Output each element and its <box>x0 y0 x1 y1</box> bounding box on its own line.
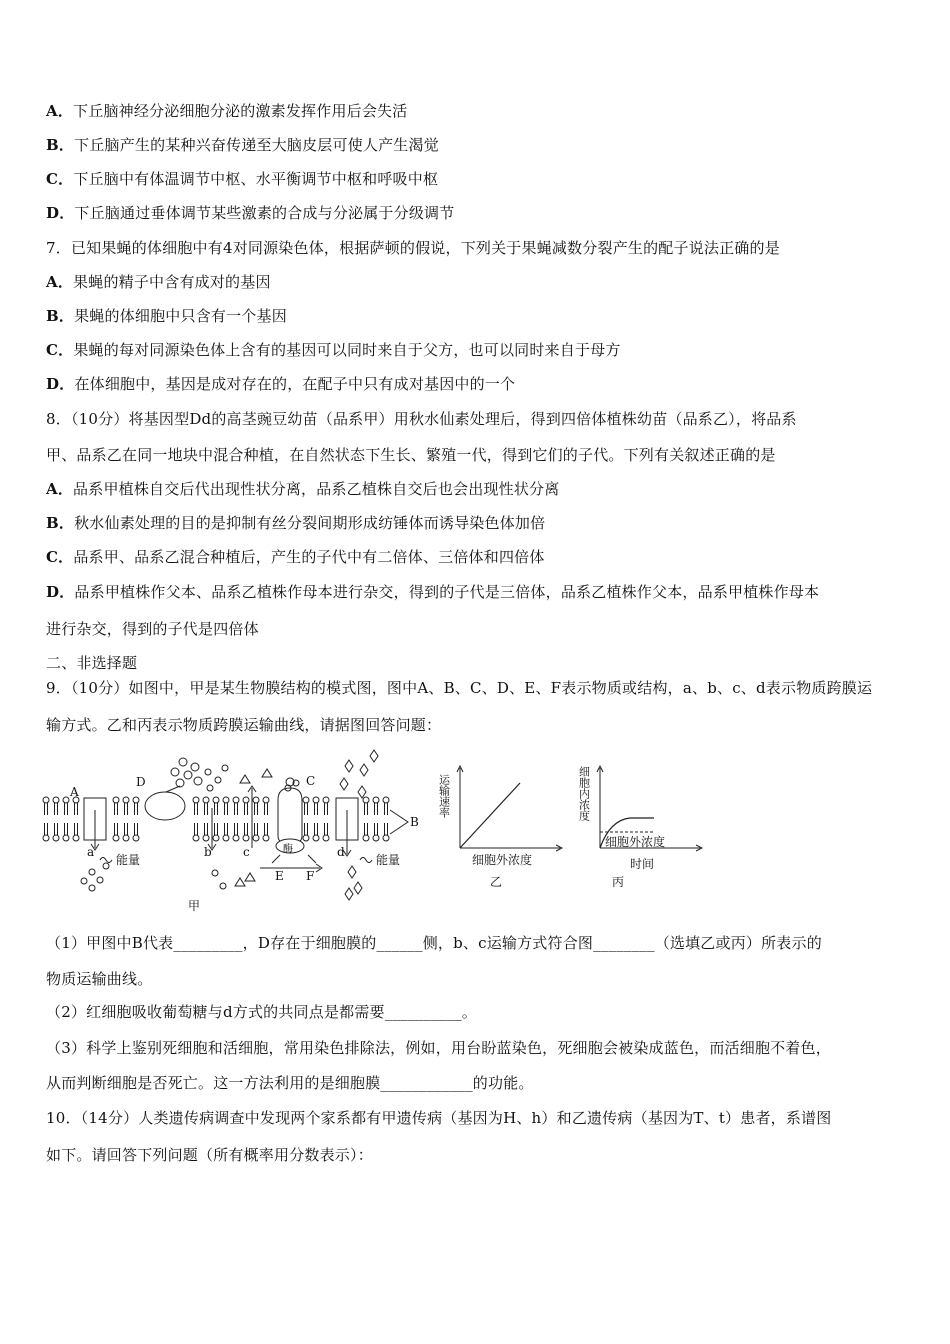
lipid-tail <box>55 803 58 815</box>
q9-stem-line1: 9．（10分）如图中，甲是某生物膜结构的模式图，图中A、B、C、D、E、F表示物质或结构，a、b、c、d表示物质跨膜运 <box>46 679 873 697</box>
q9-figure <box>40 748 720 918</box>
label-c: c <box>243 845 250 859</box>
caption-jia: 甲 <box>188 899 201 913</box>
lipid-head <box>313 797 319 803</box>
lipid-head <box>243 835 249 841</box>
lipid-tail <box>215 823 218 835</box>
lipid-head <box>323 835 329 841</box>
lipid-head <box>313 835 319 841</box>
q8-stem-line1: 8．（10分）将基因型Dd的高茎豌豆幼苗（品系甲）用秋水仙素处理后，得到四倍体植株幼苗（品系乙），将品系 <box>46 410 797 428</box>
q9-sub3-line1: （3）科学上鉴别死细胞和活细胞，常用染色排除法，例如，用台盼蓝染色，死细胞会被染成蓝色，而活细胞不着色， <box>46 1039 831 1057</box>
section-title: 二、非选择题 <box>46 654 138 672</box>
lipid-tail <box>115 823 118 835</box>
yi-ylabel: 运输速率 <box>437 774 451 818</box>
lipid-tail <box>305 803 308 815</box>
lipid-head <box>303 835 309 841</box>
q6-option-a: A．下丘脑神经分泌细胞分泌的激素发挥作用后会失活 <box>46 102 408 120</box>
lipid-head <box>253 797 259 803</box>
label-energy-right: 能量 <box>376 853 401 867</box>
bing-ylabel: 细胞内浓度 <box>577 766 591 821</box>
lipid-tail <box>315 803 318 815</box>
lipid-tail <box>125 803 128 815</box>
lipid-tail <box>265 823 268 835</box>
lipid-head <box>373 797 379 803</box>
lipid-head <box>113 797 119 803</box>
bing-curve-label: 细胞外浓度 <box>605 835 666 849</box>
lipid-tail <box>235 823 238 835</box>
lipid-tail <box>245 823 248 835</box>
lipid-head <box>63 835 69 841</box>
q10-stem-line2: 如下。请回答下列问题（所有概率用分数表示）： <box>46 1146 373 1164</box>
q8-option-a: A．品系甲植株自交后代出现性状分离，品系乙植株自交后也会出现性状分离 <box>46 480 560 498</box>
q7-option-b: B．果蝇的体细胞中只含有一个基因 <box>46 307 287 325</box>
lipid-head <box>263 797 269 803</box>
label-b: b <box>204 845 212 859</box>
lipid-tail <box>235 803 238 815</box>
lipid-head <box>233 797 239 803</box>
lipid-tail <box>375 803 378 815</box>
lipid-tail <box>385 823 388 835</box>
lipid-tail <box>365 803 368 815</box>
lipid-head <box>133 835 139 841</box>
lipid-tail <box>125 823 128 835</box>
q8-option-b: B．秋水仙素处理的目的是抑制有丝分裂间期形成纺锤体而诱导染色体加倍 <box>46 514 546 532</box>
caption-bing: 丙 <box>612 875 625 889</box>
lipid-head <box>203 797 209 803</box>
lipid-tail <box>325 803 328 815</box>
lipid-head <box>193 835 199 841</box>
q7-option-d: D．在体细胞中，基因是成对存在的，在配子中只有成对基因中的一个 <box>46 375 516 393</box>
q6-option-d: D．下丘脑通过垂体调节某些激素的合成与分泌属于分级调节 <box>46 204 455 222</box>
lipid-tail <box>195 823 198 835</box>
lipid-tail <box>205 823 208 835</box>
q9-sub1-line1: （1）甲图中B代表_________，D存在于细胞膜的______侧，b、c运输方式符合图________（选填乙或丙）所表示的 <box>46 934 822 952</box>
lipid-head <box>123 835 129 841</box>
q6-option-c: C．下丘脑中有体温调节中枢、水平衡调节中枢和呼吸中枢 <box>46 170 439 188</box>
membrane-diagram-jia <box>43 750 408 900</box>
lipid-head <box>223 797 229 803</box>
label-enzyme: 酶 <box>283 844 293 855</box>
lipid-tail <box>265 803 268 815</box>
q7-option-a: A．果蝇的精子中含有成对的基因 <box>46 273 271 291</box>
lipid-tail <box>385 803 388 815</box>
q8-option-d-continued: 进行杂交，得到的子代是四倍体 <box>46 620 259 638</box>
lipid-tail <box>225 823 228 835</box>
lipid-head <box>253 835 259 841</box>
lipid-head <box>223 835 229 841</box>
yi-linear-curve <box>460 783 520 848</box>
label-d: d <box>337 845 345 859</box>
bing-xlabel: 时间 <box>630 857 655 871</box>
lipid-head <box>53 835 59 841</box>
lipid-head <box>363 835 369 841</box>
lipid-tail <box>255 823 258 835</box>
lipid-head <box>303 797 309 803</box>
lipid-head <box>323 797 329 803</box>
lipid-tail <box>205 803 208 815</box>
lipid-tail <box>305 823 308 835</box>
lipid-head <box>73 835 79 841</box>
label-D: D <box>136 775 146 789</box>
lipid-tail <box>45 803 48 815</box>
caption-yi: 乙 <box>490 875 503 889</box>
lipid-head <box>243 797 249 803</box>
glycoprotein-d <box>145 792 185 820</box>
graph-yi <box>457 766 562 851</box>
lipid-tail <box>325 823 328 835</box>
lipid-head <box>43 797 49 803</box>
q8-stem-line2: 甲、品系乙在同一地块中混合种植，在自然状态下生长、繁殖一代，得到它们的子代。下列有关叙述正确的是 <box>46 446 776 464</box>
label-B: B <box>410 815 419 829</box>
lipid-head <box>133 797 139 803</box>
label-F: F <box>306 869 315 883</box>
label-energy-left: 能量 <box>116 853 141 867</box>
lipid-head <box>63 797 69 803</box>
lipid-tail <box>215 803 218 815</box>
label-A: A <box>70 785 79 799</box>
lipid-tail <box>135 823 138 835</box>
lipid-tail <box>65 803 68 815</box>
lipid-head <box>233 835 239 841</box>
lipid-tail <box>375 823 378 835</box>
lipid-head <box>373 835 379 841</box>
carrier-protein <box>278 788 302 844</box>
b-marker <box>390 810 408 834</box>
q10-stem-line1: 10．（14分）人类遗传病调查中发现两个家系都有甲遗传病（基因为H、h）和乙遗传病（基因为T、t）患者，系谱图 <box>46 1109 832 1127</box>
lipid-tail <box>195 803 198 815</box>
lipid-tail <box>255 803 258 815</box>
q8-option-c: C．品系甲、品系乙混合种植后，产生的子代中有二倍体、三倍体和四倍体 <box>46 548 545 566</box>
label-E: E <box>275 869 284 883</box>
yi-xlabel: 细胞外浓度 <box>472 853 533 867</box>
lipid-head <box>53 797 59 803</box>
lipid-tail <box>55 823 58 835</box>
q6-option-b: B．下丘脑产生的某种兴奋传递至大脑皮层可使人产生渴觉 <box>46 136 439 154</box>
lipid-head <box>213 835 219 841</box>
lipid-tail <box>75 803 78 815</box>
lipid-tail <box>225 803 228 815</box>
q7-option-c: C．果蝇的每对同源染色体上含有的基因可以同时来自于父方，也可以同时来自于母方 <box>46 341 621 359</box>
lipid-head <box>213 797 219 803</box>
lipid-tail <box>115 803 118 815</box>
q9-sub3-line2: 从而判断细胞是否死亡。这一方法利用的是细胞膜____________的功能。 <box>46 1074 534 1092</box>
lipid-tail <box>135 803 138 815</box>
q9-stem-line2: 输方式。乙和丙表示物质跨膜运输曲线，请据图回答问题： <box>46 716 442 734</box>
label-C: C <box>306 774 316 788</box>
lipid-tail <box>245 803 248 815</box>
lipid-tail <box>315 823 318 835</box>
q7-stem: 7．已知果蝇的体细胞中有4对同源染色体，根据萨顿的假说，下列关于果蝇减数分裂产生的配子说法正确的是 <box>46 239 780 257</box>
lipid-tail <box>65 823 68 835</box>
q8-option-d: D．品系甲植株作父本、品系乙植株作母本进行杂交，得到的子代是三倍体，品系乙植株作父本，品系甲植株作母本 <box>46 583 820 601</box>
q9-sub2: （2）红细胞吸收葡萄糖与d方式的共同点是都需要__________。 <box>46 1003 477 1021</box>
lipid-head <box>193 797 199 803</box>
lipid-head <box>123 797 129 803</box>
lipid-tail <box>365 823 368 835</box>
lipid-head <box>383 835 389 841</box>
lipid-head <box>113 835 119 841</box>
lipid-head <box>383 797 389 803</box>
label-a: a <box>87 845 95 859</box>
lipid-head <box>363 797 369 803</box>
lipid-head <box>263 835 269 841</box>
lipid-head <box>203 835 209 841</box>
lipid-head <box>43 835 49 841</box>
lipid-tail <box>45 823 48 835</box>
q9-sub1-line2: 物质运输曲线。 <box>46 970 153 988</box>
lipid-tail <box>75 823 78 835</box>
